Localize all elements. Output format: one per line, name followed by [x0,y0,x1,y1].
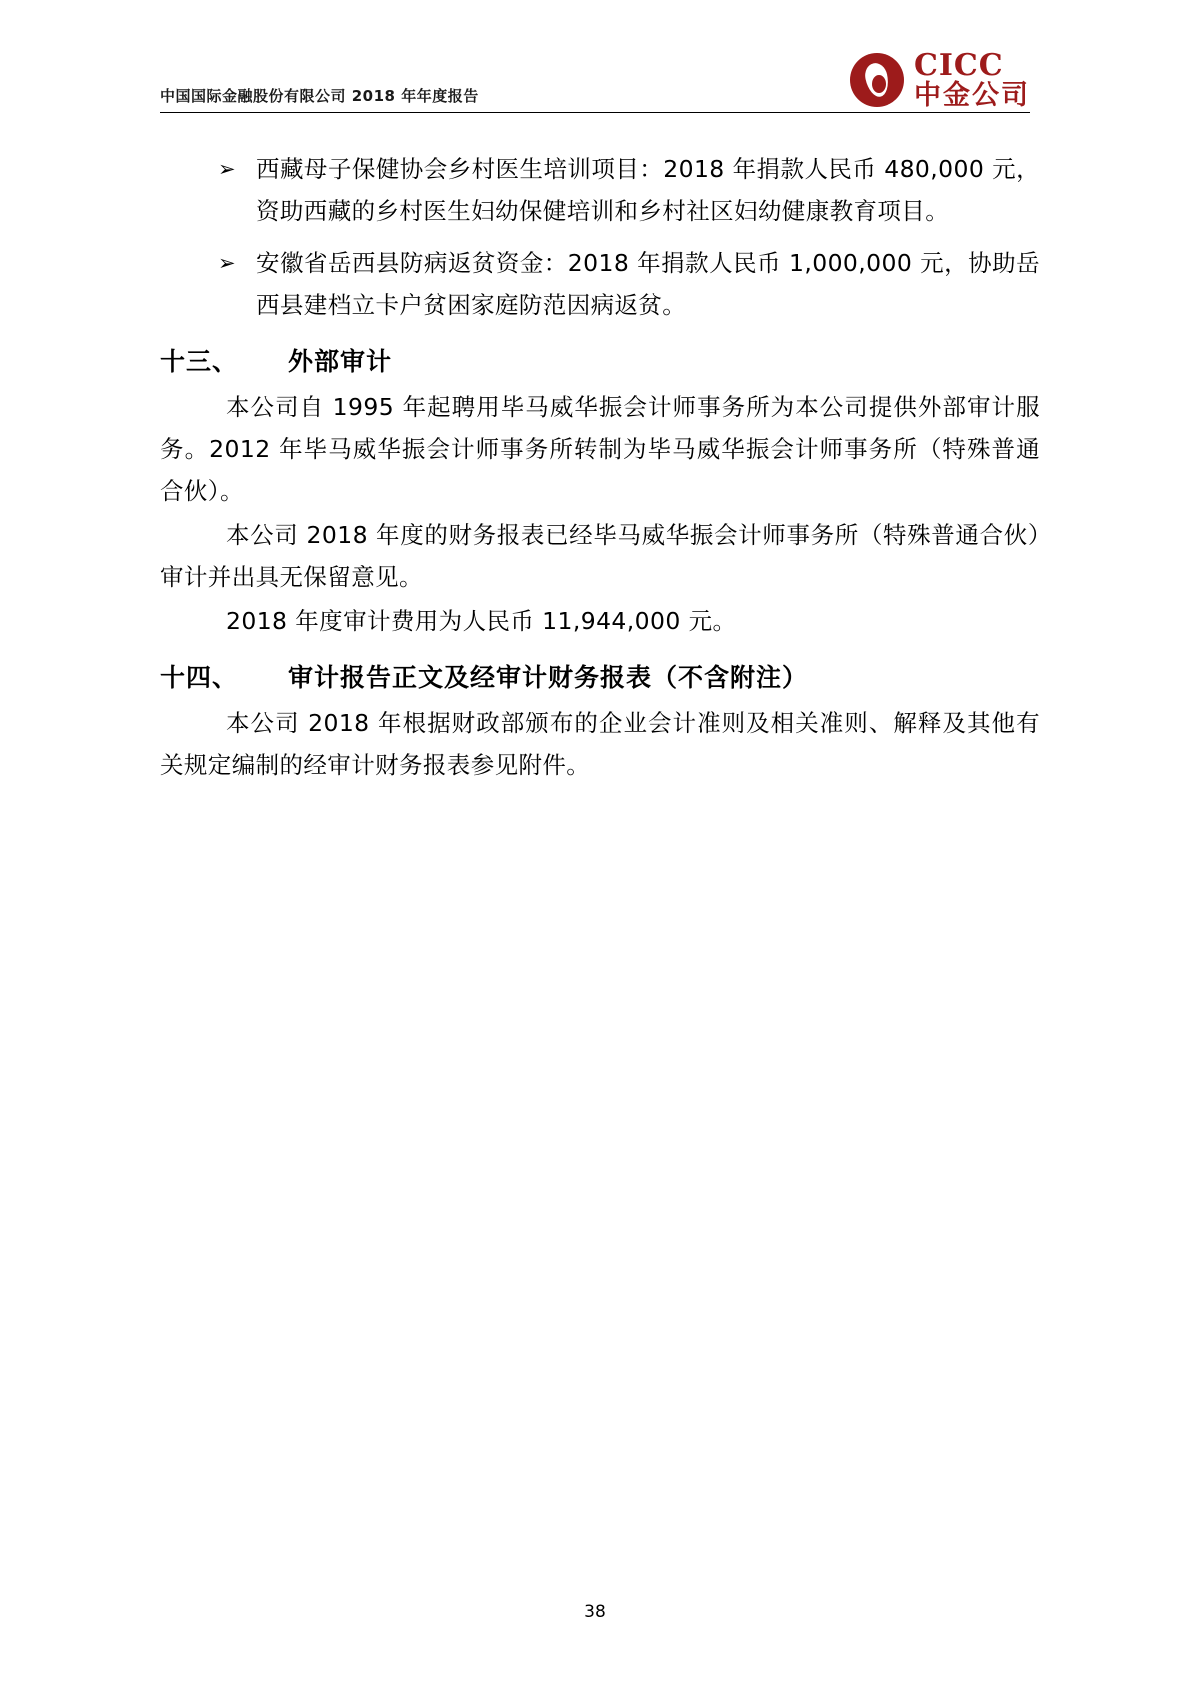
logo-english-text: CICC [914,48,1004,84]
page-content [160,148,1040,788]
page-number: 38 [584,1602,606,1622]
list-item-text: 安徽省岳西县防病返贫资金：2018 年捐款人民币 1,000,000 元，协助岳西县建档立卡户贫困家庭防范因病返贫。 [256,249,1040,319]
header-divider [160,112,1030,113]
donation-bullet-list [160,148,1040,326]
section-number: 十三、 [160,347,239,376]
cicc-logo [850,50,1030,112]
page-header [160,40,1030,120]
paragraph: 本公司 2018 年度的财务报表已经毕马威华振会计师事务所（特殊普通合伙）审计并出具无保留意见。 [160,521,1040,591]
paragraph: 本公司 2018 年根据财政部颁布的企业会计准则及相关准则、解释及其他有关规定编制的经审计财务报表参见附件。 [160,709,1040,779]
section-title: 审计报告正文及经审计财务报表（不含附注） [288,663,809,692]
list-item [160,242,1040,326]
section-heading-external-audit [160,340,1040,384]
section-number: 十四、 [160,663,239,692]
section-heading-audit-report [160,656,1040,700]
cicc-droplet-logo-icon [850,53,904,107]
list-item [160,148,1040,232]
section-title: 外部审计 [288,347,393,376]
list-item-text: 西藏母子保健协会乡村医生培训项目：2018 年捐款人民币 480,000 元，资助西藏的乡村医生妇幼保健培训和乡村社区妇幼健康教育项目。 [256,155,1040,225]
paragraph: 本公司自 1995 年起聘用毕马威华振会计师事务所为本公司提供外部审计服务。2012 年毕马威华振会计师事务所转制为毕马威华振会计师事务所（特殊普通合伙）。 [160,393,1040,505]
running-title: 中国国际金融股份有限公司 2018 年年度报告 [160,87,479,105]
logo-chinese-text: 中金公司 [914,79,1030,111]
bullet-arrow-icon: ➢ [218,157,236,181]
bullet-arrow-icon: ➢ [218,251,236,275]
paragraph: 2018 年度审计费用为人民币 11,944,000 元。 [226,607,737,635]
